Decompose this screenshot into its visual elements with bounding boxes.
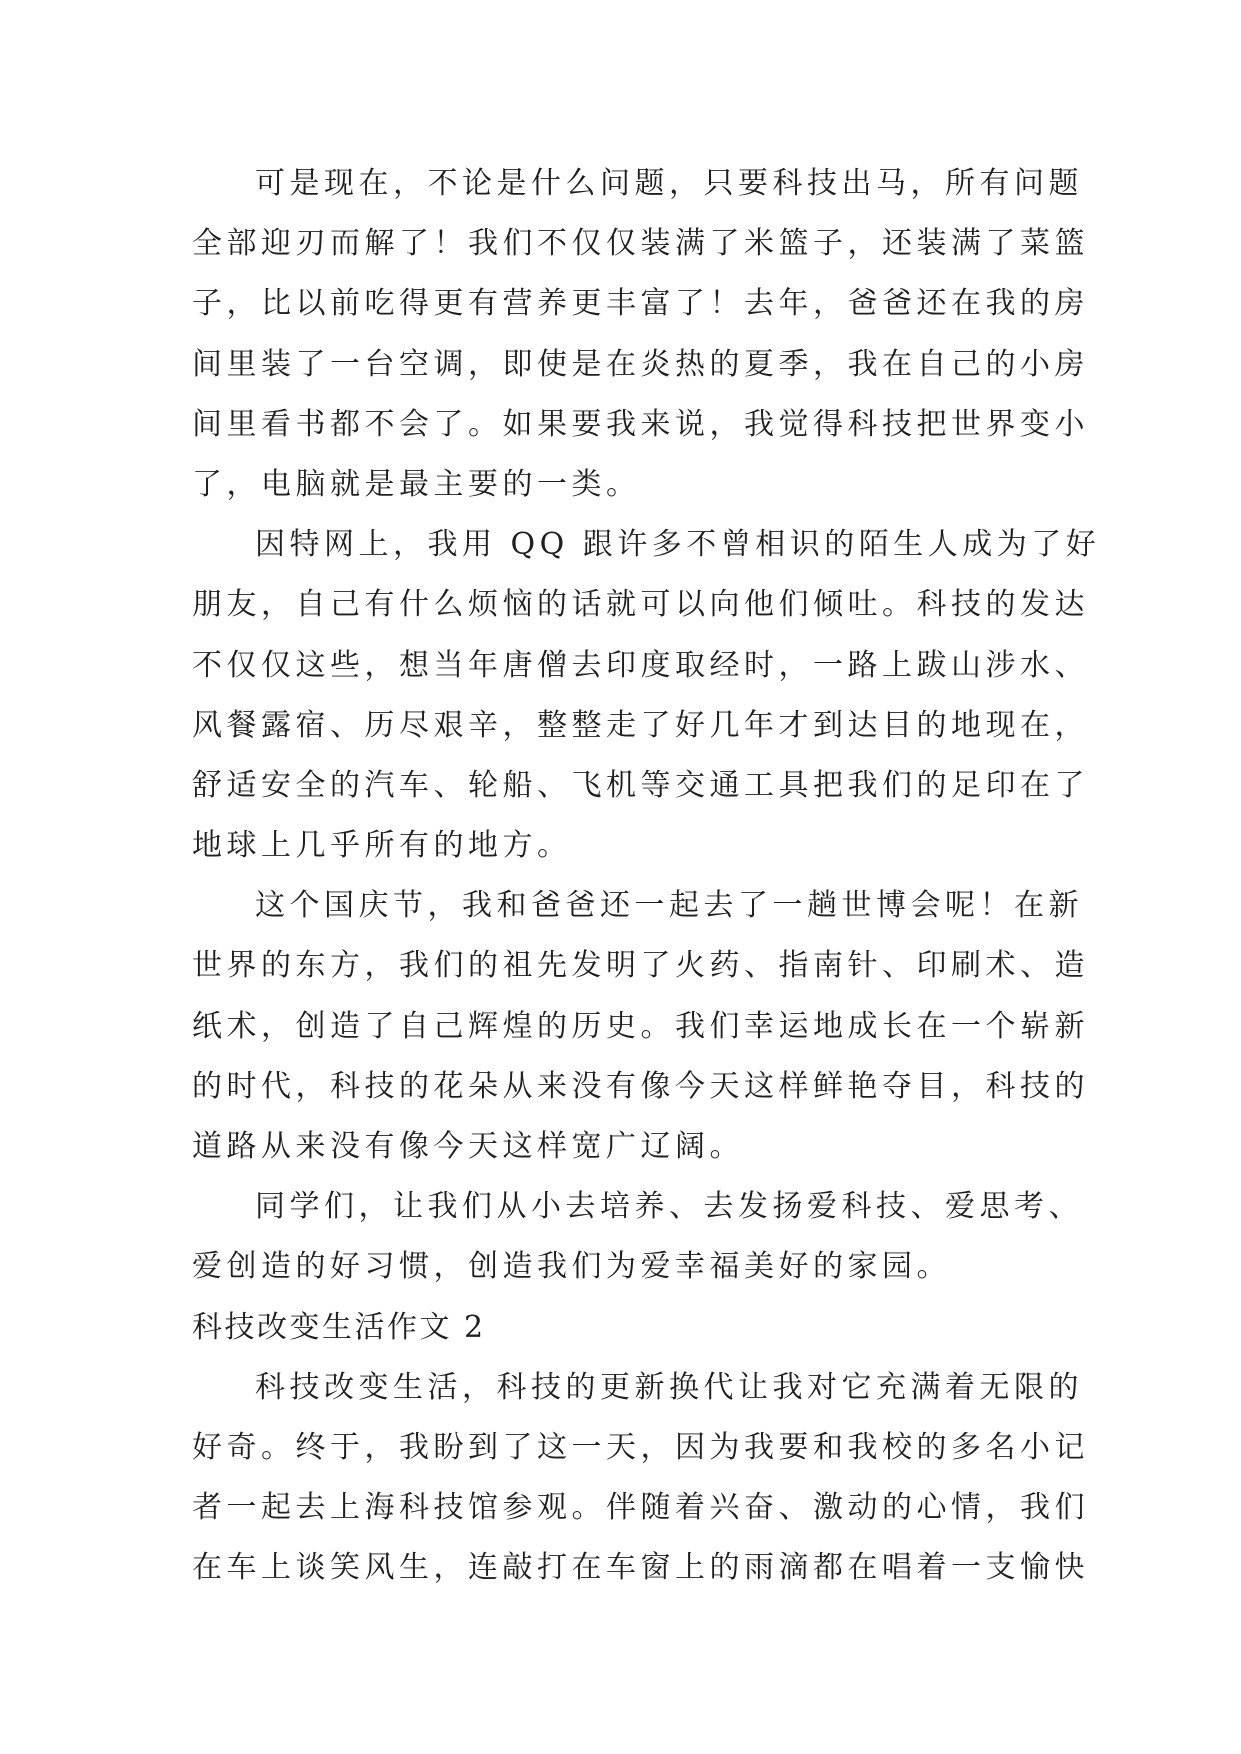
text-line: 风餐露宿、历尽艰辛，整整走了好几年才到达目的地现在， [192,707,1089,743]
section-heading: 科技改变生活作文 2 [192,1309,486,1345]
text-line: 可是现在，不论是什么问题，只要科技出马，所有问题 [255,166,1083,201]
paragraph [192,154,1089,515]
text-line: 间里看书都不会了。如果要我来说，我觉得科技把世界变小 [192,406,1089,442]
text-line: 不仅仅这些，想当年唐僧去印度取经时，一路上跋山涉水、 [192,647,1089,683]
text-line: 道路从来没有像今天这样宽广辽阔。 [192,1129,744,1164]
text-line: 者一起去上海科技馆参观。伴随着兴奋、激动的心情，我们 [192,1490,1089,1526]
text-line: 世界的东方，我们的祖先发明了火药、指南针、印刷术、造 [192,948,1089,984]
text-line: 纸术，创造了自己辉煌的历史。我们幸运地成长在一个崭新 [192,1008,1089,1044]
text-line: 了，电脑就是最主要的一类。 [192,466,641,502]
text-line: 的时代，科技的花朵从来没有像今天这样鲜艳夺目，科技的 [192,1068,1089,1104]
text-line: 同学们，让我们从小去培养、去发扬爱科技、爱思考、 [255,1189,1083,1225]
text-line: 间里装了一台空调，即使是在炎热的夏季，我在自己的小房 [192,346,1089,382]
paragraph [192,1177,1083,1297]
text-line: 因特网上，我用 QQ 跟许多不曾相识的陌生人成为了好 [255,527,1101,563]
paragraph [192,515,1101,876]
document-body [192,154,1101,1599]
text-line: 朋友，自己有什么烦恼的话就可以向他们倾吐。科技的发达 [192,587,1089,623]
text-line: 舒适安全的汽车、轮船、飞机等交通工具把我们的足印在了 [192,767,1089,803]
paragraph [192,876,1089,1177]
text-line: 在车上谈笑风生，连敲打在车窗上的雨滴都在唱着一支愉快 [192,1550,1089,1586]
text-line: 爱创造的好习惯，创造我们为爱幸福美好的家园。 [192,1249,951,1285]
text-line: 好奇。终于，我盼到了这一天，因为我要和我校的多名小记 [192,1429,1089,1465]
text-line: 子，比以前吃得更有营养更丰富了！去年，爸爸还在我的房 [192,286,1089,322]
text-line: 这个国庆节，我和爸爸还一起去了一趟世博会呢！在新 [255,888,1083,924]
text-line: 科技改变生活，科技的更新换代让我对它充满着无限的 [255,1369,1083,1405]
text-line: 全部迎刃而解了！我们不仅仅装满了米篮子，还装满了菜篮 [192,226,1089,262]
text-line: 地球上几乎所有的地方。 [192,828,572,864]
paragraph [192,1358,1089,1599]
